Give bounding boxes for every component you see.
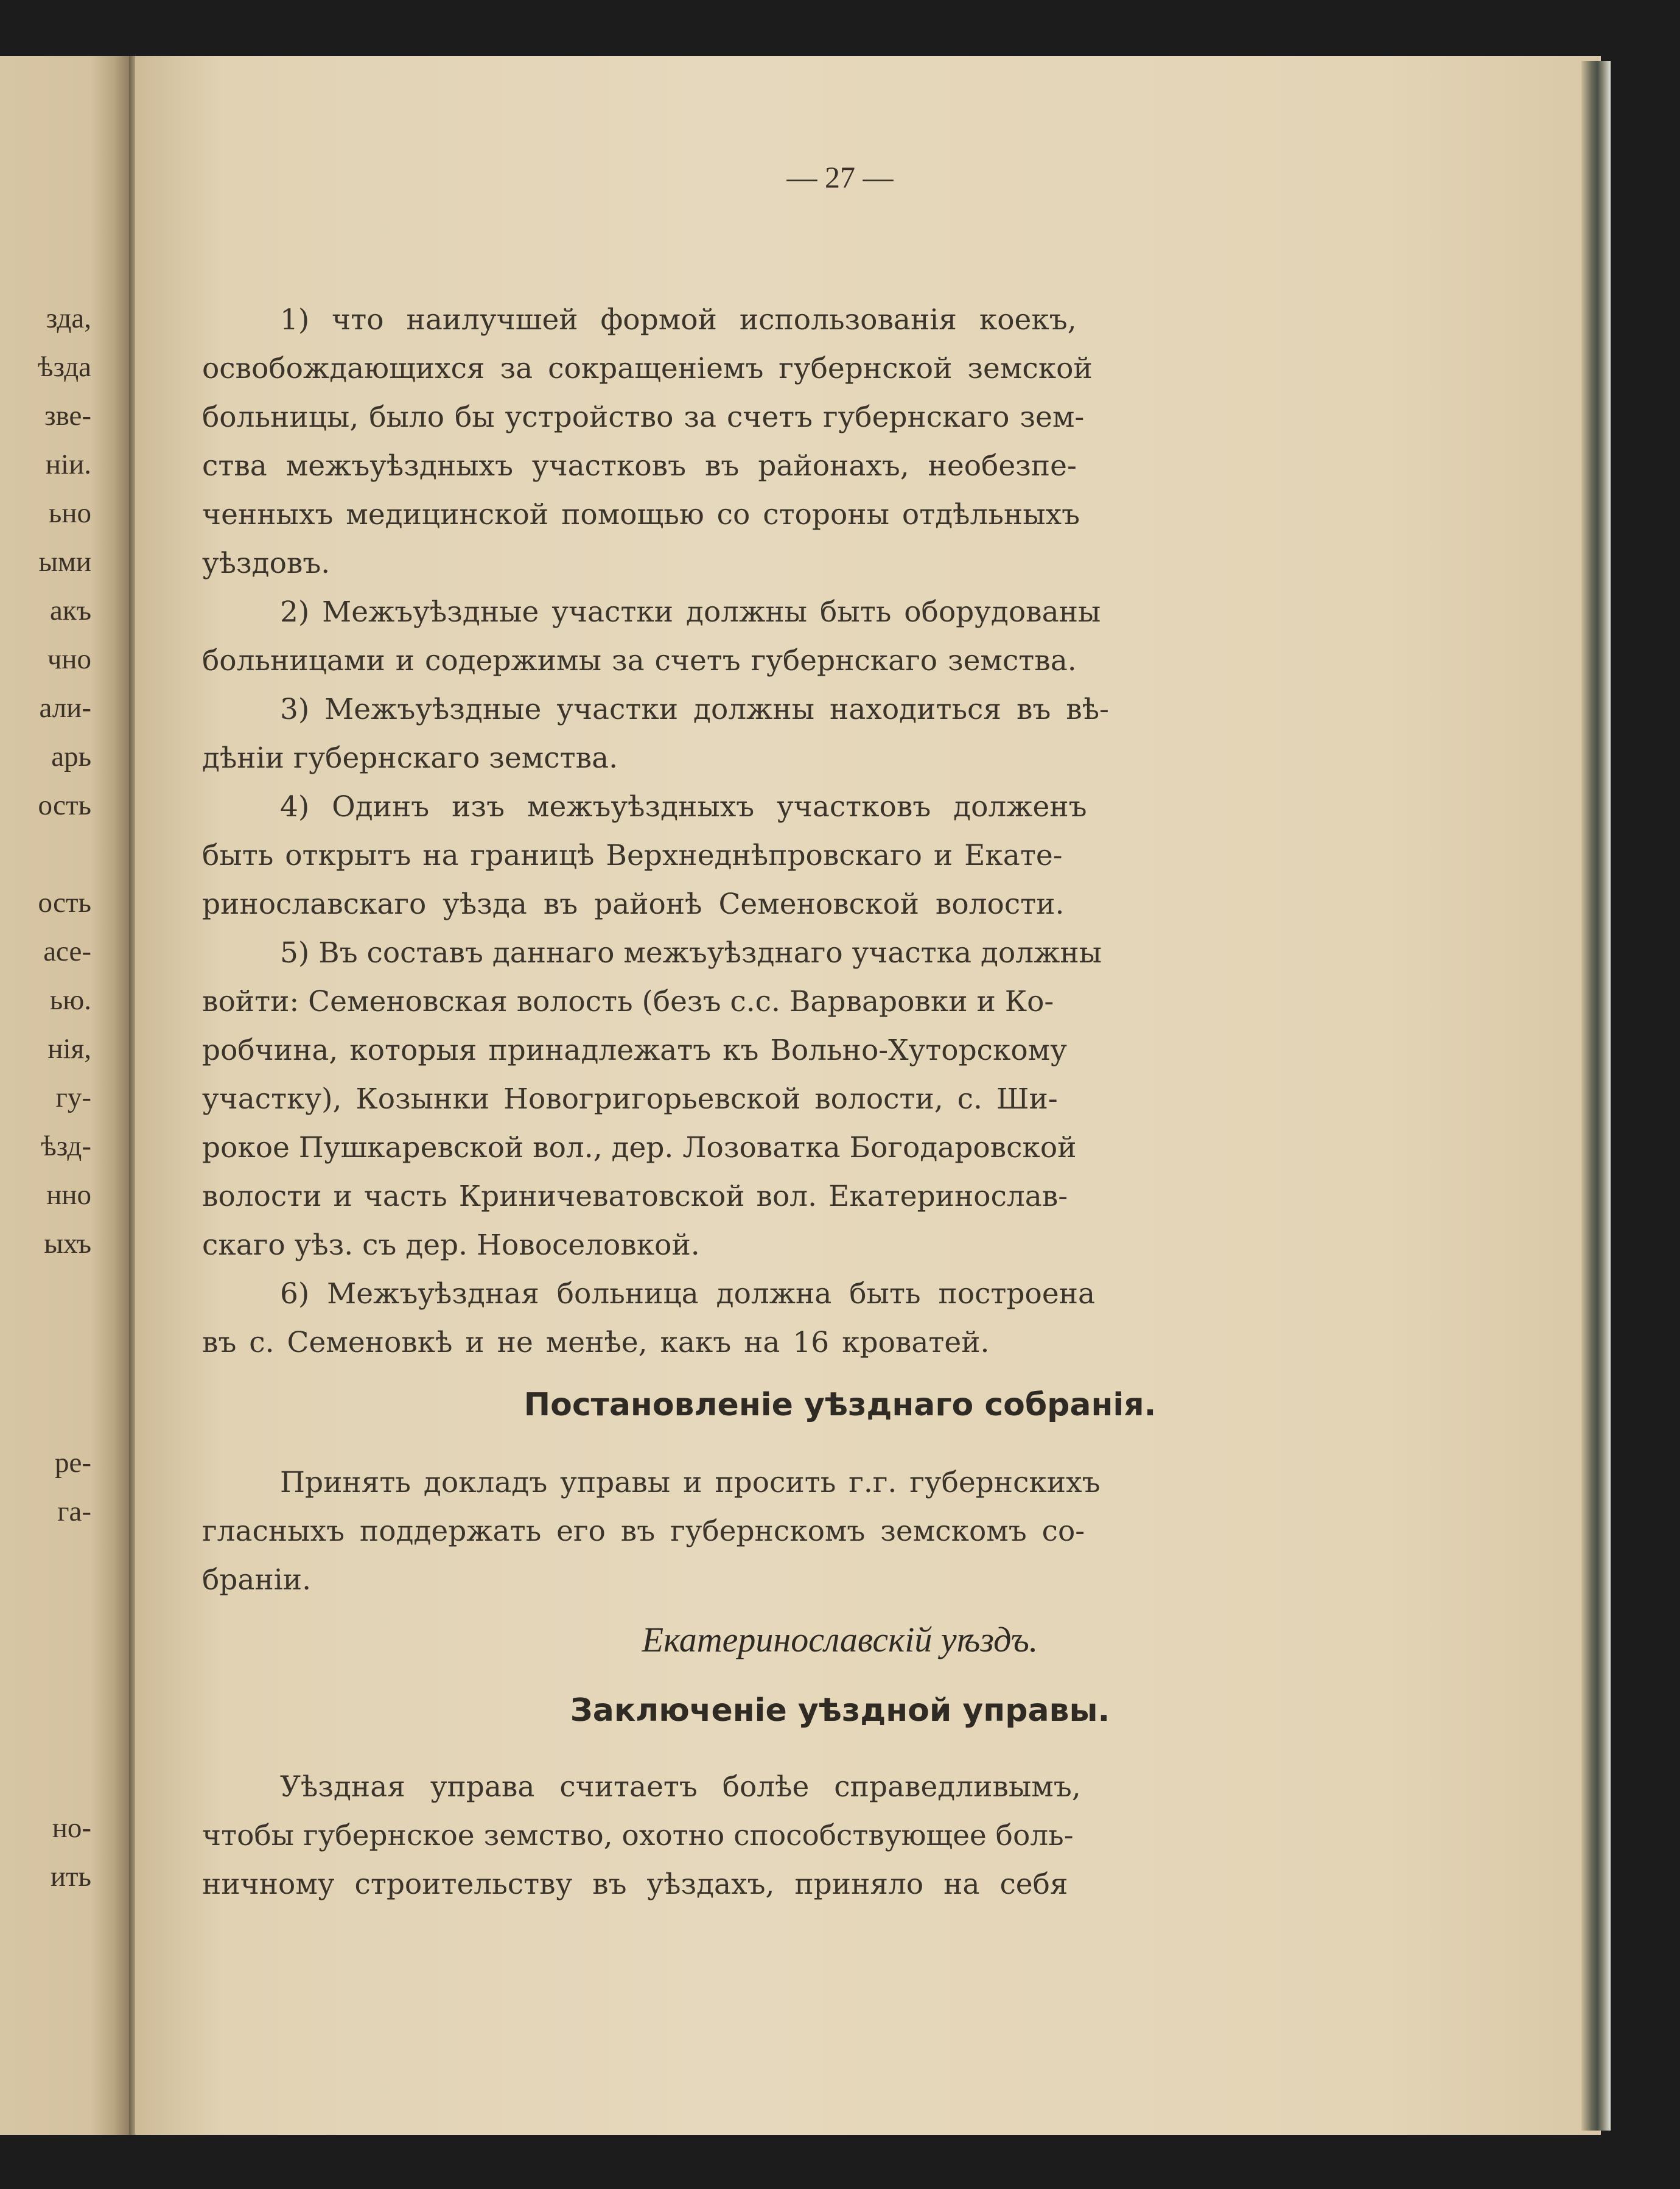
left-page-line: ить	[50, 1861, 91, 1893]
left-page-line: зве-	[44, 400, 91, 432]
body-line: 5) Въ составъ даннаго межъуѣзднаго участка должны	[280, 936, 1102, 970]
left-page-line: ость	[38, 790, 91, 821]
body-line: рокое Пушкаревской вол., дер. Лозоватка Богодаровской	[202, 1131, 1077, 1165]
left-page-line: ре-	[54, 1447, 91, 1479]
conclusion-line: ничному строительству въ уѣздахъ, приняло на себя	[202, 1868, 1068, 1901]
conclusion-line: Уѣздная управа считаетъ болѣе справедливымъ,	[280, 1770, 1081, 1804]
body-line: уѣздовъ.	[202, 547, 331, 580]
body-line: 6) Межъуѣздная больница должна быть построена	[280, 1277, 1095, 1311]
conclusion-line: чтобы губернское земство, охотно способствующее боль-	[202, 1819, 1074, 1852]
resolution-line: браніи.	[202, 1563, 312, 1597]
body-line: дѣніи губернскаго земства.	[202, 741, 618, 775]
left-page-line: ью.	[49, 984, 91, 1016]
conclusion-heading: Заключеніе уѣздной управы.	[570, 1692, 1110, 1729]
left-page-line: зда,	[46, 303, 91, 334]
left-page-line: ыми	[38, 546, 91, 578]
left-page-line: гу-	[55, 1082, 91, 1113]
left-page-line: нія,	[47, 1033, 91, 1065]
resolution-heading: Постановленіе уѣзднаго собранія.	[523, 1387, 1157, 1423]
left-page-line: али-	[39, 692, 91, 724]
page-number: — 27 —	[786, 160, 894, 194]
body-line: освобождающихся за сокращеніемъ губернской земской	[202, 352, 1093, 385]
body-line: войти: Семеновская волость (безъ с.с. Варваровки и Ко-	[202, 985, 1054, 1018]
body-line: быть открытъ на границѣ Верхнеднѣпровскаго и Екате-	[202, 839, 1063, 872]
body-line: 3) Межъуѣздные участки должны находиться въ вѣ-	[280, 693, 1109, 726]
body-line: ринославскаго уѣзда въ районѣ Семеновской волости.	[202, 888, 1065, 921]
body-line: 4) Одинъ изъ межъуѣздныхъ участковъ долженъ	[280, 790, 1087, 824]
left-page-line: га-	[57, 1496, 91, 1527]
body-line: скаго уѣз. съ дер. Новоселовкой.	[202, 1228, 700, 1262]
left-page-line: ніи.	[45, 449, 91, 480]
left-page-line: ьно	[48, 497, 91, 529]
body-line: 1) что наилучшей формой использованія коекъ,	[280, 303, 1077, 337]
body-line: 2) Межъуѣздные участки должны быть оборудованы	[280, 595, 1101, 629]
left-page-line: ѣзда	[37, 351, 91, 383]
district-heading: Екатеринославскій уѣздъ.	[642, 1620, 1038, 1659]
body-line: ства межъуѣздныхъ участковъ въ районахъ, необезпе-	[202, 449, 1077, 483]
left-page-line: ость	[38, 887, 91, 919]
left-page-line: асе-	[43, 936, 91, 967]
body-line: ченныхъ медицинской помощью со стороны отдѣльныхъ	[202, 498, 1080, 531]
left-page-line: ѣзд-	[41, 1130, 91, 1162]
body-line: больницы, было бы устройство за счетъ губернскаго зем-	[202, 401, 1085, 434]
body-line: робчина, которыя принадлежатъ къ Вольно-Хуторскому	[202, 1034, 1067, 1067]
left-page-line: нно	[46, 1179, 91, 1211]
body-line: волости и часть Криничеватовской вол. Екатеринослав-	[202, 1180, 1068, 1213]
body-line: въ с. Семеновкѣ и не менѣе, какъ на 16 кроватей.	[202, 1326, 990, 1359]
left-page-line: но-	[52, 1812, 91, 1844]
body-line: больницами и содержимы за счетъ губернскаго земства.	[202, 644, 1077, 678]
left-page-line: ыхъ	[44, 1228, 91, 1259]
left-page-line: чно	[47, 643, 91, 675]
body-line: участку), Козынки Новогригорьевской волости, с. Ши-	[202, 1082, 1058, 1116]
left-page-line: арь	[51, 741, 91, 772]
left-page-line: акъ	[50, 595, 91, 626]
resolution-line: Принять докладъ управы и просить г.г. губернскихъ	[280, 1466, 1101, 1499]
resolution-line: гласныхъ поддержать его въ губернскомъ земскомъ со-	[202, 1515, 1085, 1548]
